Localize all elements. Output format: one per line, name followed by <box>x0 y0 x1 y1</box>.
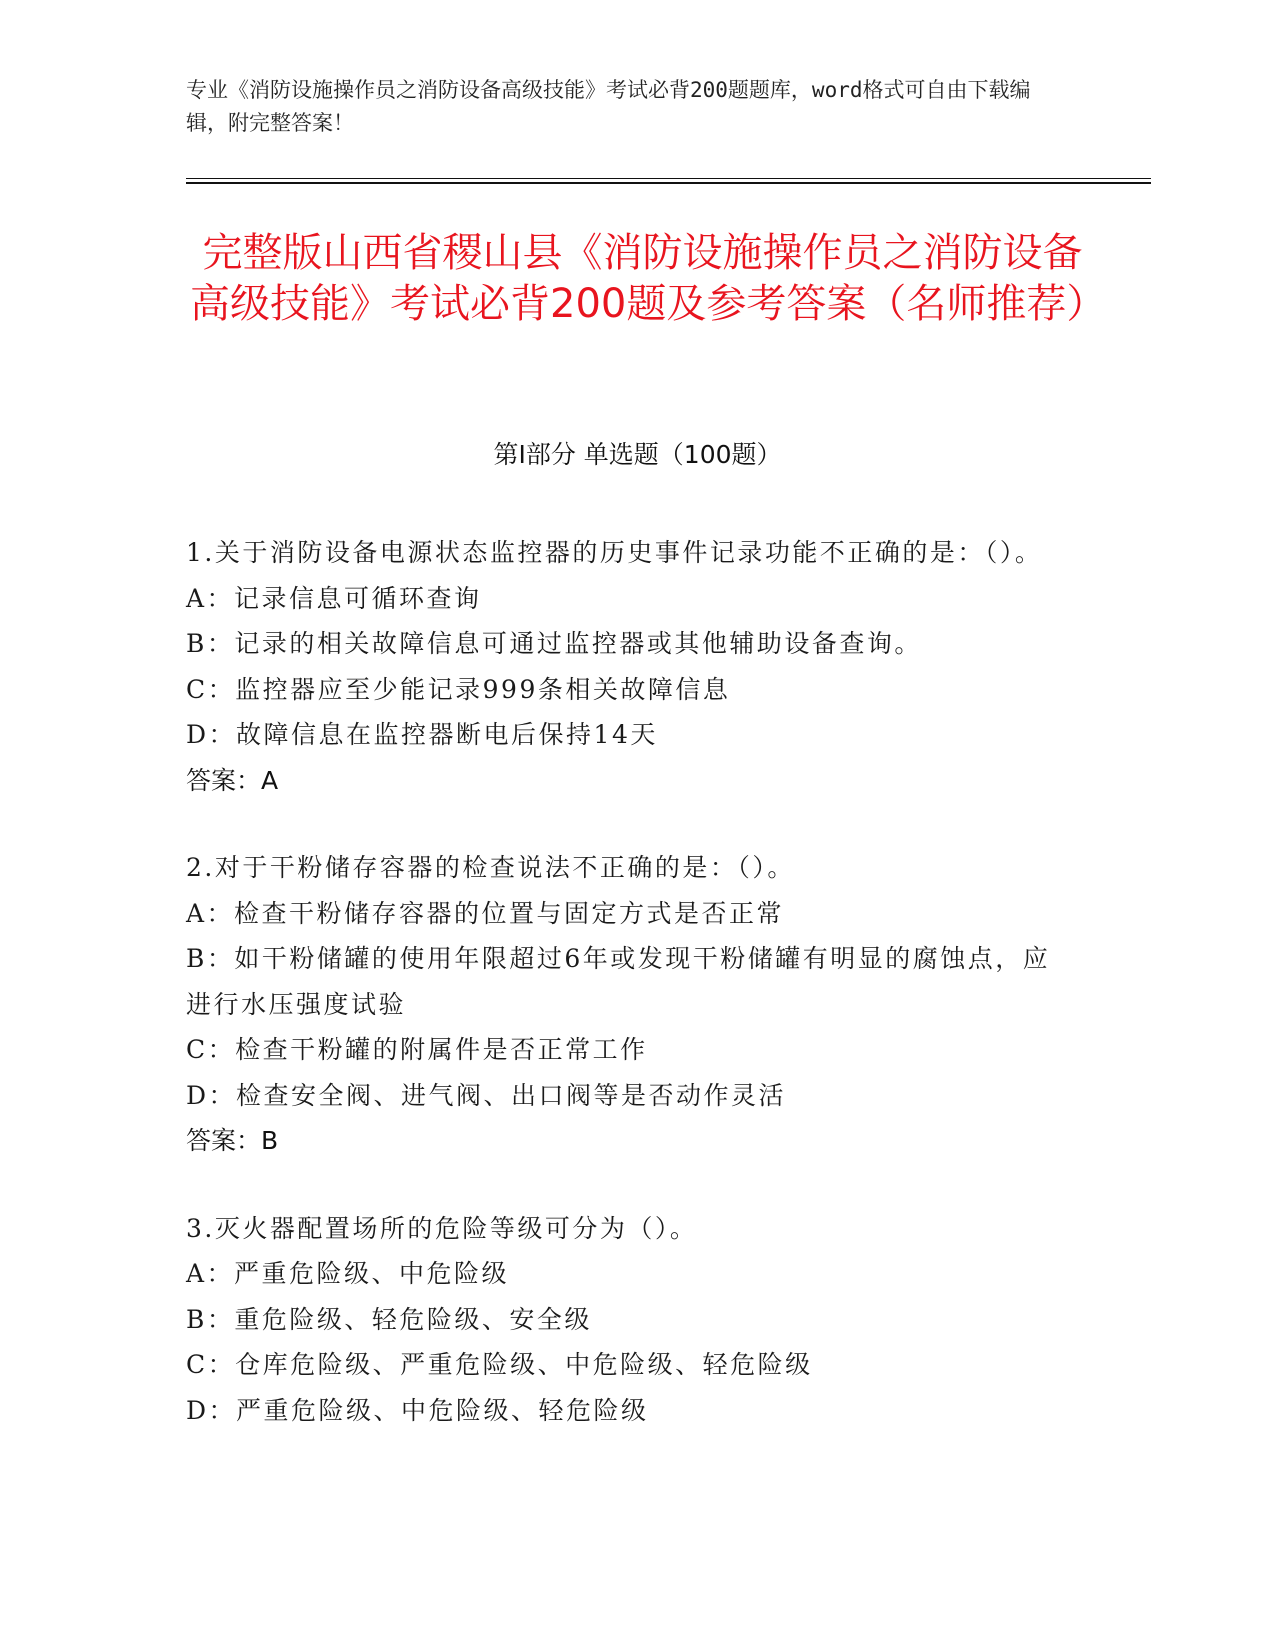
option-b: B：记录的相关故障信息可通过监控器或其他辅助设备查询。 <box>186 629 922 658</box>
option-d: D：检查安全阀、进气阀、出口阀等是否动作灵活 <box>186 1080 787 1110</box>
question-stem: 2.对于干粉储存容器的检查说法不正确的是：（）。 <box>186 853 795 882</box>
option-c: C：监控器应至少能记录999条相关故障信息 <box>186 674 731 704</box>
option-d: D：严重危险级、中危险级、轻危险级 <box>186 1395 649 1425</box>
header-divider-thin <box>186 178 1151 179</box>
option-d: D：故障信息在监控器断电后保持14天 <box>186 720 658 749</box>
question-list <box>186 530 1066 1475</box>
section-heading: 第I部分 单选题（100题） <box>493 440 782 469</box>
option-c: C：仓库危险级、严重危险级、中危险级、轻危险级 <box>186 1350 813 1379</box>
answer-label: 答案：A <box>186 765 279 795</box>
header-note: 专业《消防设施操作员之消防设备高级技能》考试必背200题题库，word格式可自由下载编辑，附完整答案！ <box>186 78 1031 135</box>
question-3 <box>186 1206 1066 1434</box>
header-divider-thick <box>186 182 1151 184</box>
option-c: C：检查干粉罐的附属件是否正常工作 <box>186 1035 648 1064</box>
question-stem: 1.关于消防设备电源状态监控器的历史事件记录功能不正确的是：（）。 <box>186 538 1043 567</box>
option-a: A：记录信息可循环查询 <box>186 583 482 613</box>
option-a: A：检查干粉储存容器的位置与固定方式是否正常 <box>186 898 785 928</box>
question-stem: 3.灭火器配置场所的危险等级可分为（）。 <box>186 1213 698 1243</box>
option-b: B：如干粉储罐的使用年限超过6年或发现干粉储罐有明显的腐蚀点，应进行水压强度试验 <box>186 944 1051 1019</box>
option-b: B：重危险级、轻危险级、安全级 <box>186 1304 592 1334</box>
question-2 <box>186 845 1066 1164</box>
document-title: 完整版山西省稷山县《消防设施操作员之消防设备高级技能》考试必背200题及参考答案（名师推荐） <box>190 230 1107 327</box>
answer-label: 答案：B <box>186 1126 279 1155</box>
question-1 <box>186 530 1066 803</box>
option-a: A：严重危险级、中危险级 <box>186 1259 510 1288</box>
